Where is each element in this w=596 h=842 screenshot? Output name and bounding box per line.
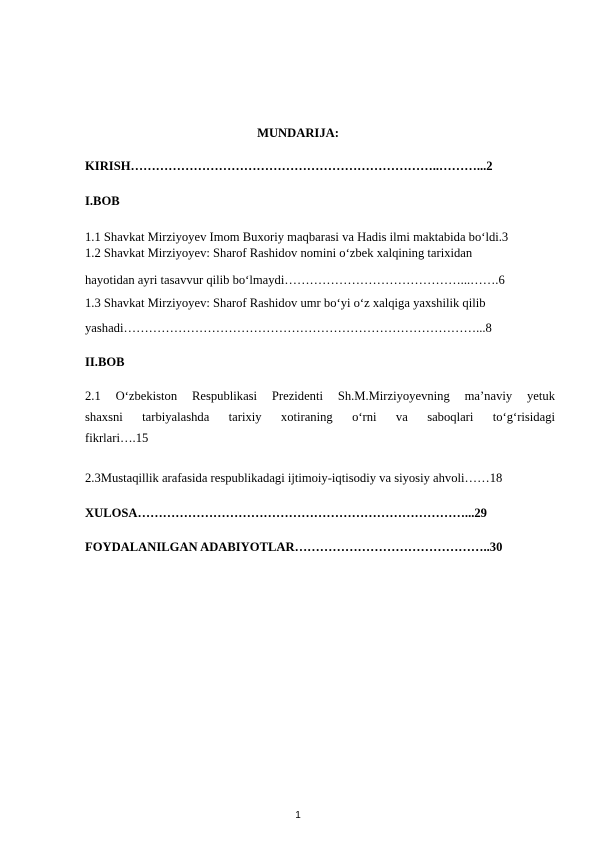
- toc-entry-kirish: KIRISH………………………………………………………………..………...2: [85, 159, 493, 173]
- toc-heading-bob1: I.BOB: [85, 194, 120, 208]
- toc-entry-xulosa: XULOSA……………………………………………………………………...29: [85, 506, 487, 520]
- toc-entry-1-1: 1.1 Shavkat Mirziyoyev Imom Buxoriy maqbarasi va Hadis ilmi maktabida bo‘ldi.3: [85, 230, 509, 244]
- toc-entry-2-1: [85, 386, 555, 449]
- toc-entry-2-1-line2: shaxsni tarbiyalashda tarixiy xotiraning o‘rni va saboqlari to‘g‘risidagi: [85, 410, 555, 424]
- toc-entry-1-2-line1: 1.2 Shavkat Mirziyoyev: Sharof Rashidov nomini o‘zbek xalqining tarixidan: [85, 246, 473, 260]
- toc-entry-2-1-line3: fikrlari….15: [85, 431, 149, 445]
- toc-entry-1-2-line2: hayotidan ayri tasavvur qilib bo‘lmaydi……………………………………...…….6: [85, 273, 505, 287]
- toc-heading-bob2: II.BOB: [85, 355, 125, 369]
- toc-entry-1-3-line2: yashadi…………………………………………………………………………...8: [85, 321, 492, 335]
- toc-entry-1-3-line1: 1.3 Shavkat Mirziyoyev: Sharof Rashidov umr bo‘yi o‘z xalqiga yaxshilik qilib: [85, 296, 486, 310]
- page-number: 1: [295, 810, 301, 821]
- toc-entry-2-3: 2.3Mustaqillik arafasida respublikadagi ijtimoiy-iqtisodiy va siyosiy ahvoli……18: [85, 471, 503, 485]
- toc-entry-adabiyotlar: FOYDALANILGAN ADABIYOTLAR………………………………………..30: [85, 540, 503, 554]
- page-title: MUNDARIJA:: [257, 126, 339, 140]
- toc-entry-2-1-line1: 2.1 O‘zbekiston Respublikasi Prezidenti Sh.M.Mirziyoyevning ma’naviy yetuk: [85, 389, 555, 403]
